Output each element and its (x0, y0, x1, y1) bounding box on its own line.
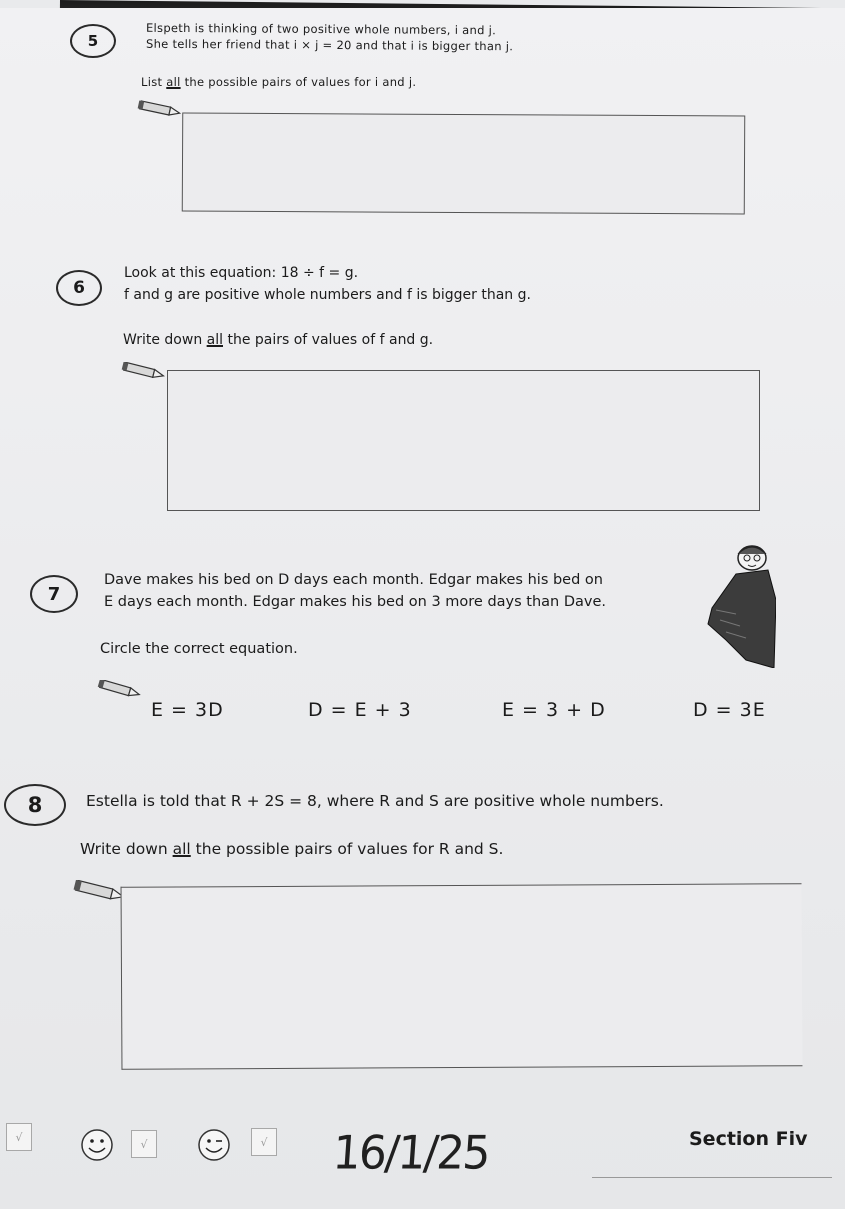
q7-option-4[interactable]: D = 3E (693, 699, 766, 721)
q6-line-2: f and g are positive whole numbers and f is bigger than g. (124, 287, 531, 303)
question-number-6: 6 (56, 270, 102, 306)
q5-instruction-pre: List (141, 75, 167, 89)
question-number-8: 8 (4, 784, 66, 826)
q6-instruction (123, 332, 433, 348)
q8-instruction-emph: all (172, 840, 191, 858)
q5-instruction-post: the possible pairs of values for i and j. (180, 75, 417, 89)
smiley-icon (197, 1128, 231, 1162)
pencil-icon (136, 100, 184, 118)
divider (592, 1177, 832, 1178)
question-number-5: 5 (70, 24, 116, 58)
q5-line-1: Elspeth is thinking of two positive whole numbers, i and j. (145, 20, 497, 38)
pencil-icon (96, 680, 146, 698)
q5-instruction (141, 75, 416, 89)
q5-line-2: She tells her friend that i × j = 20 and that i is bigger than j. (145, 36, 514, 54)
q7-line-1: Dave makes his bed on D days each month. Edgar makes his bed on (104, 572, 603, 588)
section-heading: Section Fiv (689, 1128, 808, 1150)
smiley-icon (80, 1128, 114, 1162)
q7-option-1[interactable]: E = 3D (151, 699, 224, 721)
q8-instruction-post: the possible pairs of values for R and S. (190, 840, 504, 858)
q6-answer-box[interactable] (167, 370, 760, 511)
q6-instruction-pre: Write down (123, 332, 207, 348)
q7-line-2: E days each month. Edgar makes his bed on 3 more days than Dave. (104, 594, 607, 610)
pencil-icon (120, 362, 168, 380)
q5-answer-box[interactable] (182, 113, 746, 215)
tick-box[interactable]: √ (251, 1128, 277, 1156)
teacher-icon (706, 540, 776, 668)
q8-answer-box[interactable] (121, 883, 803, 1070)
q8-instruction (80, 840, 503, 858)
q8-instruction-pre: Write down (80, 840, 173, 858)
handwritten-date: 16/1/25 (331, 1126, 491, 1181)
tick-box[interactable]: √ (131, 1130, 157, 1158)
q8-line: Estella is told that R + 2S = 8, where R and S are positive whole numbers. (86, 792, 664, 810)
q6-instruction-emph: all (206, 332, 223, 348)
q6-line-1: Look at this equation: 18 ÷ f = g. (124, 265, 359, 281)
q7-instruction: Circle the correct equation. (100, 641, 298, 657)
q5-instruction-emph: all (166, 75, 181, 89)
q7-option-3[interactable]: E = 3 + D (502, 699, 606, 721)
q7-option-2[interactable]: D = E + 3 (308, 699, 412, 721)
tick-box[interactable]: √ (6, 1123, 32, 1151)
question-number-7: 7 (30, 575, 78, 613)
q6-instruction-post: the pairs of values of f and g. (223, 332, 434, 348)
